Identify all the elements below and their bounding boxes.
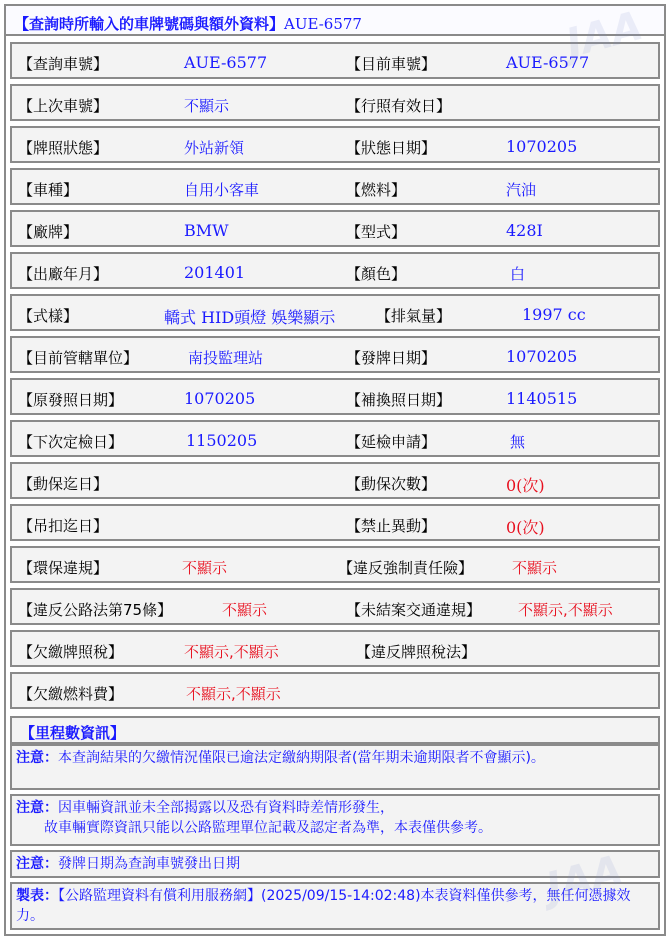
row-environmental-violation	[10, 546, 660, 583]
note-label: 注意：	[16, 856, 58, 872]
note-text: 【公路監理資料有償利用服務網】(2025/09/15-14:02:48)本表資料僅供參考，無任何憑據效力。	[16, 888, 631, 924]
label-inspection-extension: 【延檢申請】	[346, 433, 437, 451]
value-original-issue-date: 1070205	[184, 389, 256, 408]
mileage-title: 【里程數資訊】	[20, 724, 126, 742]
value-body-style: 轎式 HID頭燈 娛樂顯示	[164, 308, 336, 327]
watermark-logo-bottom: JAA	[541, 846, 628, 912]
label-previous-plate: 【上次車號】	[18, 97, 109, 115]
row-next-inspection	[10, 420, 660, 457]
note-label: 注意：	[16, 750, 58, 766]
value-vehicle-type: 自用小客車	[184, 181, 260, 199]
label-transfer-ban: 【禁止異動】	[346, 517, 437, 535]
label-query-plate: 【查詢車號】	[18, 55, 109, 73]
label-vehicle-type: 【車種】	[18, 181, 79, 199]
row-jurisdiction	[10, 336, 660, 373]
label-current-plate: 【目前車號】	[346, 55, 437, 73]
note-generated-by	[10, 882, 660, 930]
note-line-2: 故車輛實際資訊只能以公路監理單位記載及認定者為準，本表僅供參考。	[44, 820, 492, 836]
label-body-style: 【式樣】	[18, 307, 79, 325]
row-plate-status	[10, 126, 660, 163]
value-color: 白	[510, 265, 526, 283]
label-license-tax-violation: 【違反牌照稅法】	[356, 643, 477, 661]
value-plate-status: 外站新領	[184, 139, 245, 157]
row-highway-act-violation	[10, 588, 660, 625]
value-manufacture-date: 201401	[184, 263, 246, 282]
value-next-inspection: 1150205	[186, 431, 258, 450]
label-next-inspection: 【下次定檢日】	[18, 433, 124, 451]
note-label: 製表：	[16, 888, 58, 904]
note-data-disclaimer	[10, 794, 660, 846]
label-model: 【型式】	[346, 223, 407, 241]
value-highway-act-violation: 不顯示	[222, 601, 268, 619]
value-displacement: 1997 cc	[522, 305, 586, 324]
value-fuel: 汽油	[506, 181, 537, 199]
label-license-valid-date: 【行照有效日】	[346, 97, 452, 115]
row-body-style	[10, 294, 660, 331]
label-suspension-end-date: 【吊扣迄日】	[18, 517, 109, 535]
vehicle-info-panel	[4, 4, 666, 936]
value-jurisdiction: 南投監理站	[188, 349, 264, 367]
label-issue-date: 【發牌日期】	[346, 349, 437, 367]
header-title: 【查詢時所輸入的車牌號碼與額外資料】AUE-6577	[14, 15, 362, 33]
label-open-traffic-violations: 【未結案交通違規】	[346, 601, 482, 619]
value-open-traffic-violations: 不顯示,不顯示	[518, 601, 613, 619]
row-vehicle-type	[10, 168, 660, 205]
row-license-tax	[10, 630, 660, 667]
label-displacement: 【排氣量】	[376, 307, 452, 325]
value-environmental-violation: 不顯示	[182, 559, 228, 577]
label-color: 【顏色】	[346, 265, 407, 283]
value-previous-plate: 不顯示	[184, 97, 230, 115]
value-compulsory-insurance: 不顯示	[512, 559, 558, 577]
value-mortgage-count: 0(次)	[506, 476, 545, 495]
note-unpaid-scope	[10, 744, 660, 790]
row-manufacture-date	[10, 252, 660, 289]
label-compulsory-insurance: 【違反強制責任險】	[338, 559, 474, 577]
row-brand	[10, 210, 660, 247]
note-text: 本查詢結果的欠繳情況僅限已逾法定繳納期限者(當年期未逾期限者不會顯示)。	[58, 750, 545, 766]
value-current-plate: AUE-6577	[506, 53, 590, 72]
row-chattel-mortgage	[10, 462, 660, 499]
label-unpaid-fuel-fee: 【欠繳燃料費】	[18, 685, 124, 703]
note-line-1: 注意：因車輛資訊並未全部揭露以及恐有資料時差情形發生，	[16, 800, 394, 816]
mileage-section-header	[10, 716, 660, 744]
label-fuel: 【燃料】	[346, 181, 407, 199]
label-mortgage-count: 【動保次數】	[346, 475, 437, 493]
row-query-plate	[10, 42, 660, 79]
label-manufacture-date: 【出廠年月】	[18, 265, 109, 283]
value-model: 428I	[506, 221, 543, 240]
label-status-date: 【狀態日期】	[346, 139, 437, 157]
value-brand: BMW	[184, 221, 229, 240]
value-inspection-extension: 無	[510, 433, 526, 451]
label-original-issue-date: 【原發照日期】	[18, 391, 124, 409]
label-brand: 【廠牌】	[18, 223, 79, 241]
value-transfer-ban: 0(次)	[506, 518, 545, 537]
value-status-date: 1070205	[506, 137, 578, 156]
value-reissue-date: 1140515	[506, 389, 578, 408]
label-jurisdiction: 【目前管轄單位】	[18, 349, 139, 367]
label-reissue-date: 【補換照日期】	[346, 391, 452, 409]
label-plate-status: 【牌照狀態】	[18, 139, 109, 157]
value-query-plate: AUE-6577	[184, 53, 268, 72]
row-fuel-fee	[10, 672, 660, 709]
row-suspension	[10, 504, 660, 541]
label-mortgage-end-date: 【動保迄日】	[18, 475, 109, 493]
row-previous-plate	[10, 84, 660, 121]
label-environmental-violation: 【環保違規】	[18, 559, 109, 577]
row-original-issue-date	[10, 378, 660, 415]
query-header	[6, 6, 664, 36]
label-unpaid-license-tax: 【欠繳牌照稅】	[18, 643, 124, 661]
value-issue-date: 1070205	[506, 347, 578, 366]
note-text: 發牌日期為查詢車號發出日期	[58, 856, 240, 872]
value-unpaid-license-tax: 不顯示,不顯示	[184, 643, 279, 661]
label-highway-act-violation: 【違反公路法第75條】	[18, 601, 173, 619]
value-unpaid-fuel-fee: 不顯示,不顯示	[186, 685, 281, 703]
note-issue-date-definition	[10, 850, 660, 878]
